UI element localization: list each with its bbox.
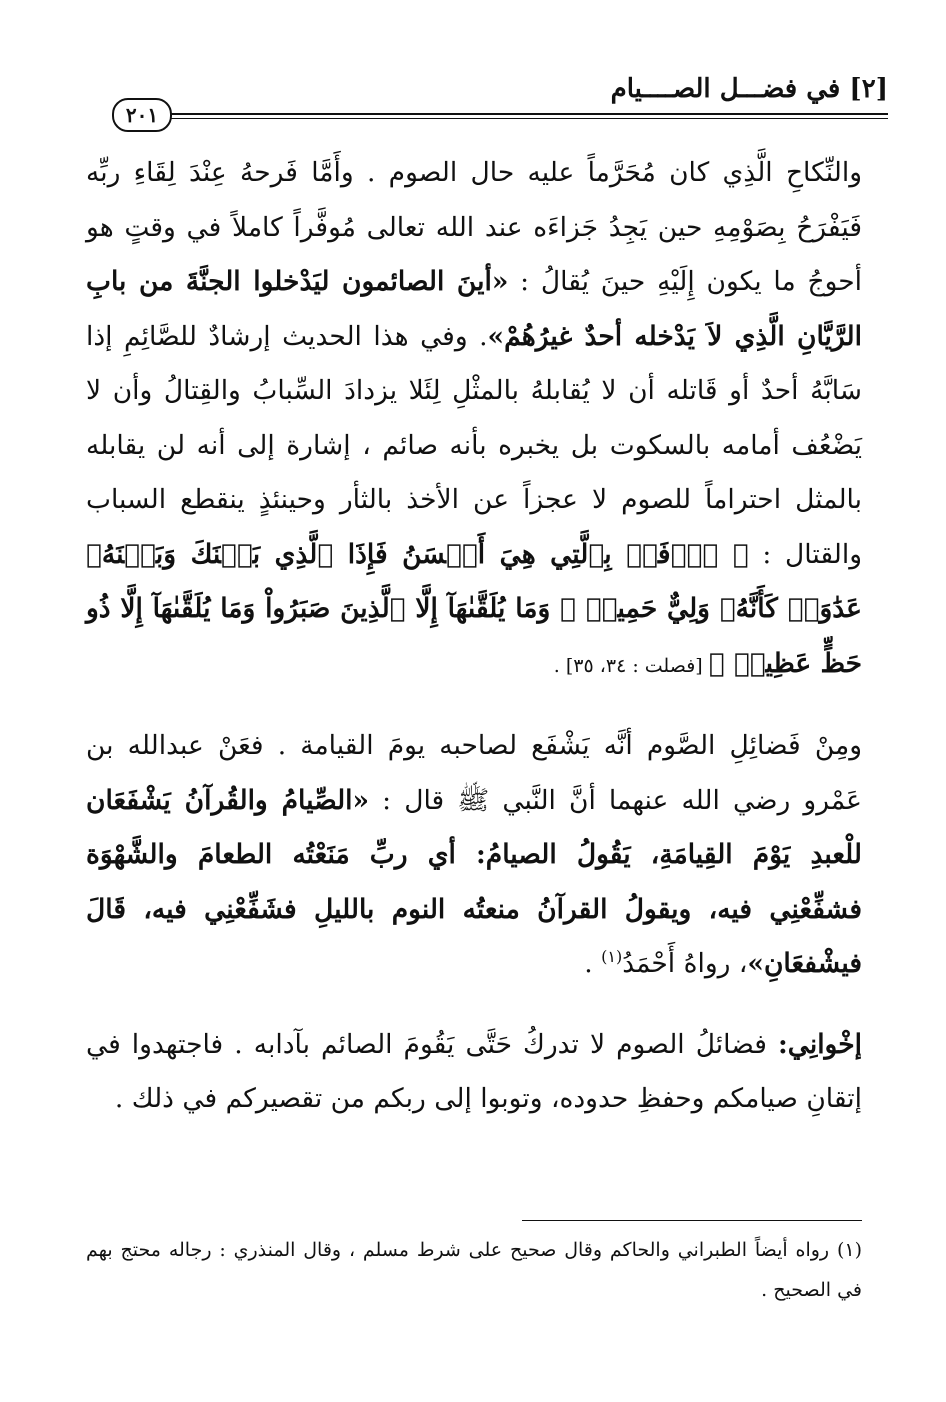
paragraph-2 [86,719,862,992]
p2-text-3: . [584,948,602,979]
footnote-separator [522,1220,862,1221]
hadith-quote-1: «أينَ الصائمون ليَدْخلوا الجنَّةَ من بابِ الرَّيَّانِ الَّذِي لاَ يَدْخله أحدٌ غيرُهُمْ» [86,266,862,352]
p1-text-1: والنِّكاحِ الَّذِي كان مُحَرَّماً عليه حال الصوم . وأَمَّا فَرحهُ عِنْدَ لِقَاءِ ربِّه فَيَفْرَحُ بِصَوْمِهِ حين يَجِدُ جَزاءَه عند الله تعالى مُوفَّراً كاملاً في وقتٍ هو أحوجُ ما يكون إِلَيْهِ حينَ يُقالُ : [86,157,862,297]
footnote-ref: (١) [601,947,623,967]
address-brothers: إخْوانِي: [777,1028,862,1060]
page-header [112,74,888,127]
p1-text-2: . وفي هذا الحديث إرشادٌ للصَّائِمِ إذا سَابَّهُ أحدٌ أو قَاتله أن لا يُقابلهُ بالمثْلِ لِئَلا يزدادَ السِّبابُ والقِتالُ وأن لا يَضْعُف أمامه بالسكوت بل يخبره بأنه صائم ، إشارة إلى أنه لن يقابله بالمثل احتراماً للصوم لا عجزاً عن الأخذ بالثأر وحينئذٍ ينقطع السباب والقتال : [86,320,862,570]
main-text [86,146,862,1127]
running-head: [٢] في فضـــل الصــــيام [610,74,888,104]
page-number-badge: ٢٠١ [112,98,172,132]
paragraph-1 [86,146,862,693]
quran-verse: ﴿ ٱدۡفَعۡ بِٱلَّتِي هِيَ أَحۡسَنُ فَإِذَا ٱلَّذِي بَيۡنَكَ وَبَيۡنَهُۥ عَدَٰوَةٞ كَأَنَّهُۥ وَلِيٌّ حَمِيمٞ ۞ وَمَا يُلَقَّىٰهَآ إِلَّا ٱلَّذِينَ صَبَرُواْ وَمَا يُلَقَّىٰهَآ إِلَّا ذُو حَظٍّ عَظِيمٖ ﴾ [86,538,862,679]
p2-text-1: ومِنْ فَضائِلِ الصَّوم أنَّه يَشْفَع لصاحبه يومَ القيامة . فعَنْ عبدالله بن عَمْرو رضي الله عنهما أنَّ النَّبي ﷺ قال : [86,730,862,816]
header-rule [170,113,888,115]
hadith-quote-2: «الصِّيامُ والقُرآنُ يَشْفَعَان للْعبدِ يَوْمَ القِيامَةِ، يَقُولُ الصيامُ: أي ربِّ مَنَعْتُه الطعامَ والشَّهْوَة فشفِّعْنِي فيه، ويقولُ القرآنُ منعتُه النوم بالليلِ فشَفِّعْنِي فيه، قَالَ فيشْفعَانِ» [86,784,862,979]
p3-text-1: فضائلُ الصوم لا تدركُ حَتَّى يَقُومَ الصائم بآدابه . فاجتهدوا في إتقانِ صيامكم وحفظِ حدوده، وتوبوا إلى ربكم من تقصيركم في ذلك . [86,1028,862,1114]
header-rule-thin [170,118,888,119]
verse-source: [فصلت : ٣٤، ٣٥] . [553,654,709,677]
paragraph-3 [86,1018,862,1127]
footnote: (١) رواه أيضاً الطبراني والحاكم وقال صحيح على شرط مسلم ، وقال المنذري : رجاله محتج بهم في الصحيح . [86,1239,862,1301]
p2-text-2: ، رواهُ أَحْمَدُ [622,948,748,979]
